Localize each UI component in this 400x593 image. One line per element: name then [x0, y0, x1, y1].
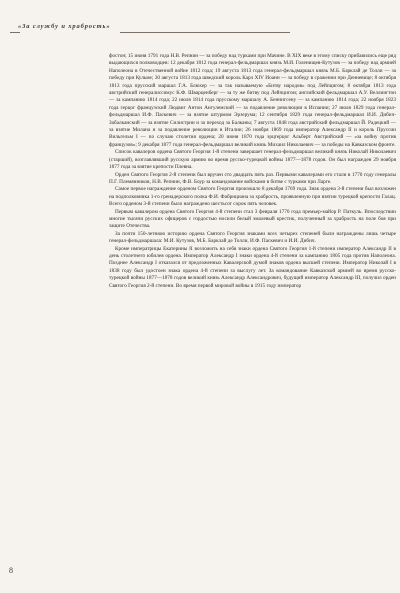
paragraph: Кроме императрицы Екатерины II возложить на себя знаки ордена Святого Георгия 1-й степени император Александр II в день столетнего юбилея ордена. Император Александр I знаки ордена 4-й степени за кампанию 1805 года против Наполеона. Позднее Александр I отказался от предложенных Кавалерской думой знаков ордена высшей степени. Император Николай I в 1838 году был удостоен знака ордена 4-й степени за выслугу лет. За командование Кавказской армией во время русско-турецкой войны 1877—1878 годов великий князь Александр Александрович, будущий император Александр III, получил орден Святого Георгия 2-й степени. Во время первой мировой войны в 1915 году император	[109, 245, 396, 289]
paragraph: Орден Святого Георгия 2-й степени был вручен сто двадцать пять раз. Первыми кавалерами его стали в 1770 году генералы П.Г. Племянников, Н.В. Репнин, Ф.В. Боур за командование войсками в битве с турками при Ларге.	[109, 171, 396, 185]
body-text	[109, 53, 396, 290]
page-number: 8	[9, 566, 13, 575]
header-rule-left	[10, 32, 20, 33]
paragraph: фостон; 15 июня 1791 года Н.В. Репнин — за победу над турками при Мачине. В XIX веке в этому списку прибавились еще ряд выдающихся полководцев: 12 декабря 1812 года генерал-фельдмаршал князь М.И. Голенищев-Кутузов — за победу над армией Наполеона в Отечественной войне 1812 года; 19 августа 1813 года генерал-фельдмаршал князь М.Б. Барклай де Толли — за победу при Кульме; 30 августа 1813 года шведский король Карл XIV Иоанн — за победу в сражении при Денневице; 8 октября 1813 года прусский маршал Г.А. Блюхер — за так называемую «Битву народов» под Лейпцигом; 8 октября 1813 года австрийский генералиссимус К.Ф. Шварценберг — за ту же битву под Лейпцигом; английский фельдмаршал А.У. Веллингтон — за кампанию 1814 года; 22 июля 1814 года прусскому маршалу А. Беннигсену — за кампанию 1814 года; 22 ноября 1823 года герцог французский Людвиг Антон Ангулемский — за подавление революции в Испании; 27 июля 1829 года генерал-фельдмаршал И.Ф. Паскевич — за взятие штурмом Эрзерума; 12 сентября 1829 года генерал-фельдмаршал И.И. Дибич-Забалканский — за взятие Силистрии и за переход за Балканы; 7 августа 1848 года австрийский фельдмаршал Й. Радецкий — за взятие Милана и за подавление революции в Италии; 26 ноября 1869 года император Александр II и король Пруссии Вильгельм I — по случаю столетия ордена; 20 июня 1870 года эрцгерцог Альберт Австрийский — «за войну против французов»; 9 декабря 1877 года генерал-фельдмаршал великий князь Михаил Николаевич — за победы на Кавказском фронте.	[109, 53, 396, 148]
paragraph: Самое первое награждение орденом Святого Георгия произошло 8 декабря 1769 года. Знак ордена 3-й степени был возложен на подполковника 1-го гренадерского полка Ф.И. Фабрициана за храбрость, проявленную при взятии турецкой крепости Галац. Всего орденом 3-й степени было награждено шестьсот сорок пять человек.	[109, 186, 396, 208]
paragraph: Первым кавалером ордена Святого Георгия 4-й степени стал 3 февраля 1770 года премьер-майор Р. Паткуль. Впоследствии многие тысячи русских офицеров с гордостью носили белый эмалевый крестик, полученный за храбрость на поле боя при защите Отечества.	[109, 208, 396, 230]
paragraph: Список кавалеров ордена Святого Георгия 1-й степени завершает генерал-фельдмаршал великий князь Николай Николаевич (старший), возглавлявший русскую армию во время русско-турецкой войны 1877—1878 годов. Он был награжден 29 ноября 1877 года за взятие крепости Плевна.	[109, 149, 396, 171]
running-title: «За службу и храбрость»	[15, 23, 113, 30]
paragraph: За почти 150-летнюю историю ордена Святого Георгия знаками всех четырех степеней были награждены лишь четыре генерал-фельдмаршала: М.И. Кутузов, М.Б. Барклай де Толли, И.Ф. Паскевич и И.И. Дибич.	[109, 230, 396, 245]
header-rule-right	[120, 32, 290, 33]
